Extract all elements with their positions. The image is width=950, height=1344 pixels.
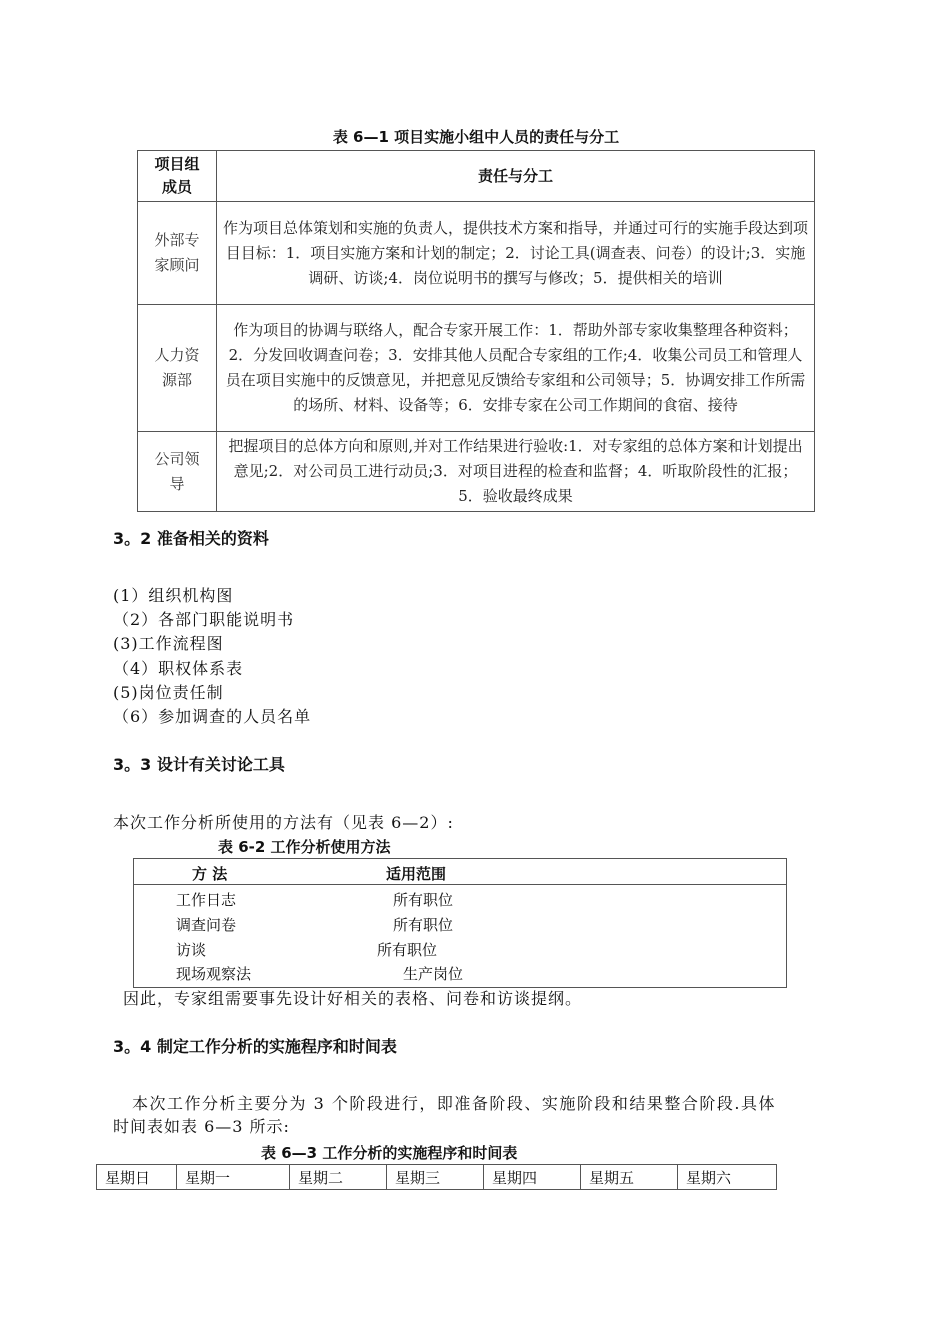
member-cell: 外部专 家顾问 bbox=[138, 202, 217, 305]
section-heading: 3。2 准备相关的资料 bbox=[113, 529, 269, 548]
method-cell: 调查问卷 bbox=[176, 916, 237, 934]
table2 bbox=[133, 858, 787, 988]
table3-caption: 表 6—3 工作分析的实施程序和时间表 bbox=[261, 1144, 518, 1162]
table-row bbox=[138, 202, 815, 305]
scope-cell: 所有职位 bbox=[393, 891, 454, 909]
table1-caption: 表 6—1 项目实施小组中人员的责任与分工 bbox=[332, 128, 620, 146]
day-cell: 星期二 bbox=[290, 1165, 387, 1190]
list-item: （4）职权体系表 bbox=[113, 659, 244, 678]
day-cell: 星期三 bbox=[387, 1165, 484, 1190]
member-cell: 人力资 源部 bbox=[138, 305, 217, 432]
table2-header-scope: 适用范围 bbox=[386, 865, 447, 883]
table2-caption: 表 6-2 工作分析使用方法 bbox=[218, 838, 391, 856]
table-row bbox=[138, 432, 815, 512]
table-row bbox=[97, 1165, 777, 1190]
method-cell: 访谈 bbox=[176, 941, 207, 959]
list-item: (5)岗位责任制 bbox=[113, 683, 224, 702]
table-row bbox=[138, 305, 815, 432]
table3 bbox=[96, 1164, 777, 1190]
member-cell: 公司领 导 bbox=[138, 432, 217, 512]
list-item: (1）组织机构图 bbox=[113, 586, 234, 605]
list-item: （2）各部门职能说明书 bbox=[113, 610, 295, 629]
method-cell: 现场观察法 bbox=[176, 965, 252, 983]
section-heading: 3。3 设计有关讨论工具 bbox=[113, 755, 285, 774]
section-heading: 3。4 制定工作分析的实施程序和时间表 bbox=[113, 1037, 397, 1056]
scope-cell: 生产岗位 bbox=[403, 965, 464, 983]
table1 bbox=[137, 150, 815, 512]
day-cell: 星期五 bbox=[581, 1165, 678, 1190]
paragraph: 本次工作分析所使用的方法有（见表 6—2）: bbox=[113, 813, 454, 832]
day-cell: 星期六 bbox=[678, 1165, 777, 1190]
table1-header-row bbox=[138, 151, 815, 202]
paragraph: 时间表如表 6—3 所示: bbox=[113, 1117, 290, 1136]
table2-header-method: 方 法 bbox=[192, 865, 228, 883]
table1-header-member: 项目组 成员 bbox=[138, 151, 217, 202]
day-cell: 星期日 bbox=[97, 1165, 177, 1190]
scope-cell: 所有职位 bbox=[377, 941, 438, 959]
day-cell: 星期一 bbox=[177, 1165, 290, 1190]
list-item: (3)工作流程图 bbox=[113, 634, 224, 653]
paragraph: 因此，专家组需要事先设计好相关的表格、问卷和访谈提纲。 bbox=[123, 989, 583, 1008]
duty-cell: 作为项目总体策划和实施的负责人，提供技术方案和指导，并通过可行的实施手段达到项目目标：1．项目实施方案和计划的制定；2．讨论工具(调查表、问卷）的设计;3．实施调研、访谈;4．岗位说明书的撰写与修改；5．提供相关的培训 bbox=[217, 202, 815, 305]
duty-cell: 把握项目的总体方向和原则,并对工作结果进行验收:1．对专家组的总体方案和计划提出意见;2．对公司员工进行动员;3．对项目进程的检查和监督；4．听取阶段性的汇报；5．验收最终成果 bbox=[217, 432, 815, 512]
day-cell: 星期四 bbox=[484, 1165, 581, 1190]
scope-cell: 所有职位 bbox=[393, 916, 454, 934]
paragraph: 本次工作分析主要分为 3 个阶段进行，即准备阶段、实施阶段和结果整合阶段.具体 bbox=[132, 1094, 776, 1113]
table1-header-duty: 责任与分工 bbox=[217, 151, 815, 202]
duty-cell: 作为项目的协调与联络人，配合专家开展工作：1．帮助外部专家收集整理各种资料；2．分发回收调查问卷；3．安排其他人员配合专家组的工作;4．收集公司员工和管理人员在项目实施中的反馈意见，并把意见反馈给专家组和公司领导；5．协调安排工作所需的场所、材料、设备等；6．安排专家在公司工作期间的食宿、接待 bbox=[217, 305, 815, 432]
method-cell: 工作日志 bbox=[176, 891, 237, 909]
table2-header-row bbox=[134, 859, 786, 885]
list-item: （6）参加调查的人员名单 bbox=[113, 707, 312, 726]
